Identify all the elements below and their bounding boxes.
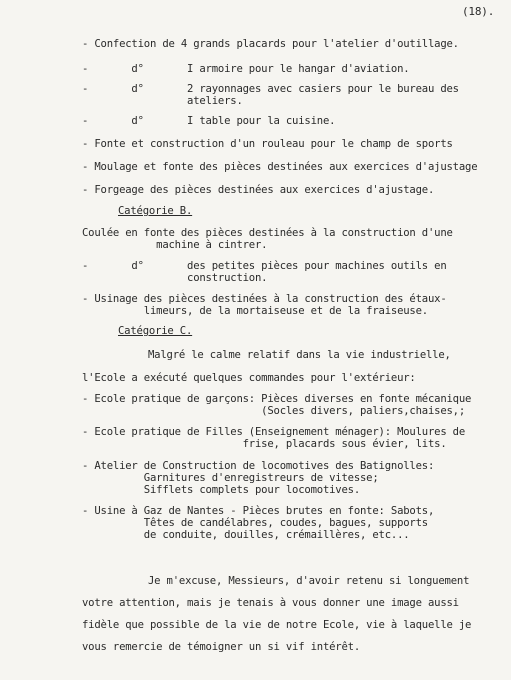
page-number: (18).: [462, 5, 495, 18]
text-line: - d° I armoire pour le hangar d'aviation.: [82, 63, 410, 75]
text-line: - d° I table pour la cuisine.: [82, 115, 336, 127]
text-line: ateliers.: [82, 95, 243, 107]
text-line: frise, placards sous évier, lits.: [82, 438, 447, 450]
text-line: construction.: [82, 272, 268, 284]
text-line: machine à cintrer.: [82, 239, 268, 251]
text-line: Malgré le calme relatif dans la vie industrielle,: [148, 349, 451, 361]
text-line: Je m'excuse, Messieurs, d'avoir retenu si longuement: [148, 575, 470, 587]
text-line: Sifflets complets pour locomotives.: [82, 484, 361, 496]
text-line: - Fonte et construction d'un rouleau pour le champ de sports: [82, 138, 453, 150]
text-line: fidèle que possible de la vie de notre Ecole, vie à laquelle je: [82, 619, 472, 631]
text-line: votre attention, mais je tenais à vous donner une image aussi: [82, 597, 459, 609]
section-heading-c: Catégorie C.: [118, 325, 193, 337]
text-line: - Atelier de Construction de locomotives des Batignolles:: [82, 460, 435, 472]
text-line: - Forgeage des pièces destinées aux exercices d'ajustage.: [82, 184, 435, 196]
text-line: - d° des petites pièces pour machines outils en: [82, 260, 447, 272]
section-heading-b: Catégorie B.: [118, 205, 193, 217]
text-line: - Ecole pratique de Filles (Enseignement ménager): Moulures de: [82, 426, 466, 438]
text-line: limeurs, de la mortaiseuse et de la fraiseuse.: [82, 305, 428, 317]
text-line: Têtes de candélabres, coudes, bagues, supports: [82, 517, 428, 529]
text-line: - Usine à Gaz de Nantes - Pièces brutes en fonte: Sabots,: [82, 505, 435, 517]
text-line: - Moulage et fonte des pièces destinées aux exercices d'ajustage: [82, 161, 478, 173]
text-line: - d° 2 rayonnages avec casiers pour le bureau des: [82, 83, 459, 95]
text-line: Garnitures d'enregistreurs de vitesse;: [82, 472, 379, 484]
text-line: de conduite, douilles, crémaillères, etc...: [82, 529, 410, 541]
text-line: - Usinage des pièces destinées à la construction des étaux-: [82, 293, 447, 305]
text-line: l'Ecole a exécuté quelques commandes pour l'extérieur:: [82, 372, 416, 384]
text-line: - Confection de 4 grands placards pour l'atelier d'outillage.: [82, 38, 459, 50]
text-line: vous remercie de témoigner un si vif intérêt.: [82, 641, 361, 653]
text-line: (Socles divers, paliers,chaises,;: [82, 405, 466, 417]
text-line: Coulée en fonte des pièces destinées à la construction d'une: [82, 227, 453, 239]
text-line: - Ecole pratique de garçons: Pièces diverses en fonte mécanique: [82, 393, 472, 405]
